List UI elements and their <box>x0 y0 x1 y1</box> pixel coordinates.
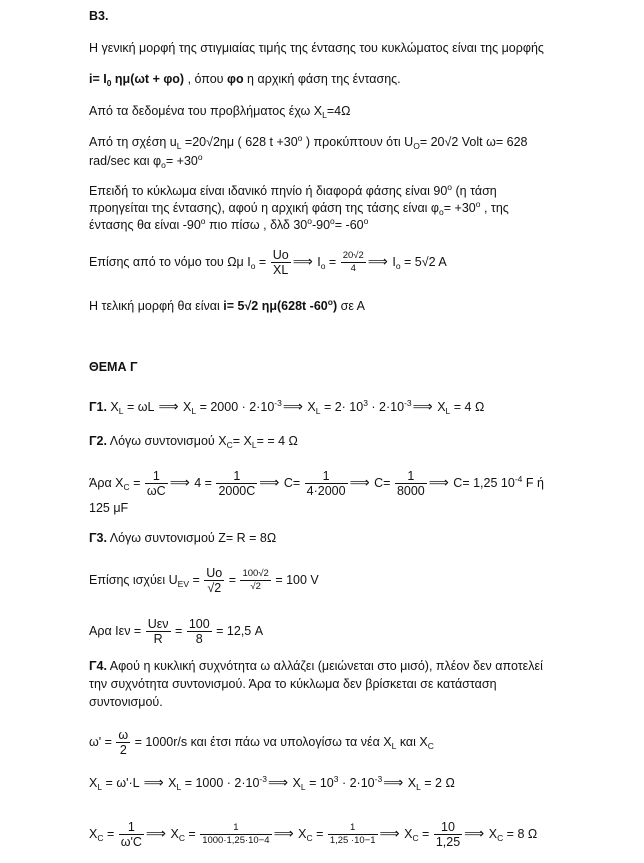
g1-line: Γ1. $X_L = \omega L$ ⟹ $X_L = 2000$ · $2\cdot 10^{-3}⟹$ $X_L = 2\cdot 10^3$ · $2\cdot 10^{-3}⟹$ $X_L = 4$ Ω <box>89 398 485 416</box>
fraction: $\frac{1}{\omega C}$ <box>146 469 166 498</box>
b3-line-1: Η γενική μορφή της στιγμιαίας τιμής της έντασης του κυκλώματος είναι της μορφής <box>89 41 544 55</box>
section-heading-b3: B3. <box>89 9 109 23</box>
implies-arrow: ⟹ <box>379 824 400 841</box>
fraction: $\frac{1}{2000C}$ <box>218 469 256 498</box>
fraction: $\frac{1}{1,25 \cdot 10-1}$ <box>329 822 376 846</box>
implies-arrow: ⟹ <box>259 473 280 490</box>
g2-calc-line: Άρα $X_C$ = $\frac{1}{\omega C}$ ⟹ 4 = $\frac{1}{2000C}$ ⟹ C= $\frac{1}{4\cdot 2000}$ ⟹ C= $\frac{1}{8000}$ ⟹ C= 1,25 $10^{-4}$ F ή <box>89 469 544 498</box>
implies-arrow: ⟹ <box>412 398 433 414</box>
g4-omega-line: ω' = $\frac{\omega}{2}$ = 1000r/s και έτσι πάω να υπολογίσω τα νέα $X_L$ και $X_C$ <box>89 728 434 757</box>
fraction: $\frac{1}{4\cdot 2000}$ <box>306 469 346 498</box>
g4-line-1: Γ4. Αφού η κυκλική συχνότητα ω αλλάζει (μειώνεται στο μισό), πλέον δεν αποτελεί <box>89 659 543 673</box>
g4-line-3: συντονισμού. <box>89 695 163 709</box>
b3-line-2: $i= I_0$ ημ(ωt + φo) , όπου φo η αρχική φάση της έντασης. <box>89 72 401 88</box>
implies-arrow: ⟹ <box>273 824 294 841</box>
implies-arrow: ⟹ <box>383 774 404 790</box>
g3-current-line: Αρα Ιεν = $\frac{\text{Uεν}}{R}$ = $\frac{100}{8}$ = 12,5 A <box>89 617 264 646</box>
b3-line-6: Επειδή το κύκλωμα είναι ιδανικό πηνίο ή διαφορά φάσης είναι 90$^o$ (η τάση <box>89 182 497 198</box>
b3-line-3: Από τα δεδομένα του προβλήματος έχω $X_L=4\Omega$ <box>89 104 351 120</box>
g4-xl-line: $X_L = \omega'\cdot L$ ⟹ $X_L = 1000$ · $2\cdot 10^{-3}⟹$ $X_L = 10^3$ · $2\cdot 10^{-3}⟹$ $X_L = 2$ Ω <box>89 774 455 792</box>
implies-arrow: ⟹ <box>292 252 313 269</box>
g4-xc-line: $X_C$ = $\frac{1}{\omega'C}$ ⟹ $X_C$ = $\frac{1}{1000\cdot 1,25\cdot 10-4}$ ⟹ $X_C$ = $\frac{1}{1,25 \cdot 10-1}$ ⟹ $X_C$ = $\frac{10}{1,25}$ ⟹ $X_C = 8$ Ω <box>89 820 538 849</box>
implies-arrow: ⟹ <box>349 473 370 490</box>
implies-arrow: ⟹ <box>367 252 388 269</box>
b3-final-form: Η τελική μορφή θα είναι i= 5√2 ημ(628t -60$^o$) σε Α <box>89 297 366 313</box>
implies-arrow: ⟹ <box>267 774 289 790</box>
implies-arrow: ⟹ <box>145 824 166 841</box>
fraction: $\frac{20√2}{4}$ <box>342 250 364 274</box>
implies-arrow: ⟹ <box>158 398 179 414</box>
fraction: $\frac{1}{8000}$ <box>396 469 425 498</box>
g2-result: 125 μF <box>89 501 129 515</box>
implies-arrow: ⟹ <box>143 774 164 790</box>
b3-line-5: rad/sec και $\varphi_o= +30^o$ <box>89 152 203 170</box>
fraction: $\frac{\text{Uεν}}{R}$ <box>147 617 169 646</box>
b3-line-8: έντασης θα είναι -90$^o$ πιο πίσω , δλδ $30^o-90^o= -60^o$ <box>89 216 369 232</box>
fraction: $\frac{100√2}{√2}$ <box>242 568 269 592</box>
current-formula: $i= I_0$ ημ(ωt + φo) <box>89 72 185 88</box>
fraction: $\frac{1}{1000\cdot 1,25\cdot 10-4}$ <box>202 822 270 846</box>
g4-line-2: την συχνότητα συντονισμού. Άρα το κύκλωμα δεν βρίσκεται σε κατάσταση <box>89 677 497 691</box>
fraction: $\frac{100}{8}$ <box>188 617 210 646</box>
b3-line-7: προηγείται της έντασης), αφού η αρχική φάση της τάσης είναι $\varphi_o= +30^o$ , της <box>89 199 509 217</box>
implies-arrow: ⟹ <box>169 473 190 490</box>
fraction: $\frac{10}{1,25}$ <box>435 820 461 849</box>
fraction: $\frac{Uo}{XL}$ <box>272 248 289 277</box>
b3-line-4: Από τη σχέση $u_L =20√2\eta\mu$ ( 628 $t +30^o$ ) προκύπτουν ότι $U_O= 20√2$ Volt ω= 628 <box>89 133 528 151</box>
b3-ohm-law: Επίσης από το νόμο του Ωμ $I_o$ = $\frac{Uo}{XL}$ ⟹ $I_o$ = $\frac{20√2}{4}$ ⟹ $I_o = 5√2$ A <box>89 248 447 277</box>
g3-calc-line: Επίσης ισχύει $U_{EV}$ = $\frac{Uo}{√2}$ = $\frac{100√2}{√2}$ = 100 V <box>89 566 319 595</box>
g3-line: Γ3. Λόγω συντονισμού Z= R = 8Ω <box>89 531 277 545</box>
fraction: $\frac{\omega}{2}$ <box>118 728 129 757</box>
g2-line: Γ2. Λόγω συντονισμού $X_C= X_L= = 4$ Ω <box>89 434 298 450</box>
fraction: $\frac{1}{\omega'C}$ <box>120 820 142 849</box>
implies-arrow: ⟹ <box>464 824 485 841</box>
implies-arrow: ⟹ <box>282 398 303 414</box>
implies-arrow: ⟹ <box>428 473 449 490</box>
fraction: $\frac{Uo}{√2}$ <box>206 566 223 595</box>
section-heading-thema-g: ΘΕΜΑ Γ <box>89 360 138 374</box>
